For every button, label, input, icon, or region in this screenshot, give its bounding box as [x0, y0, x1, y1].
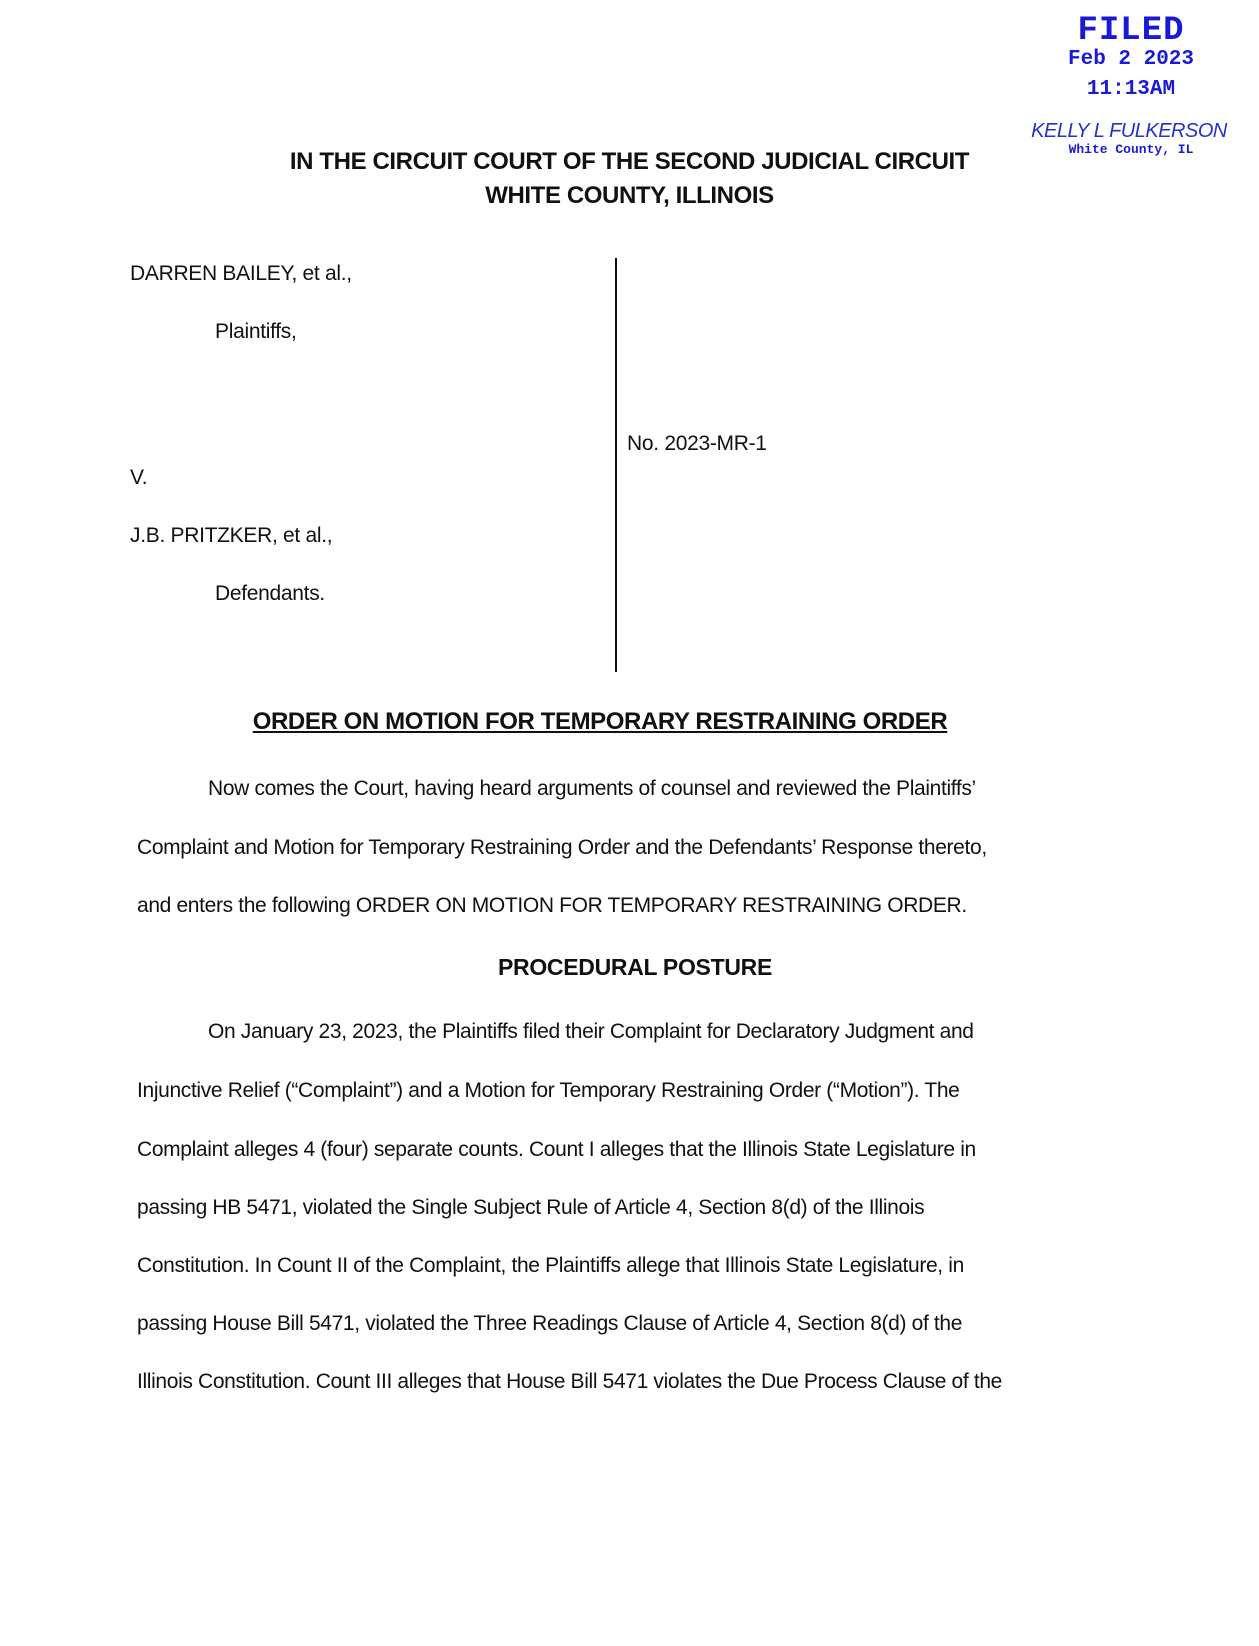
paragraph-line: On January 23, 2023, the Plaintiffs filed their Complaint for Declaratory Judgment and — [208, 1020, 974, 1043]
court-name: IN THE CIRCUIT COURT OF THE SECOND JUDICIAL CIRCUIT — [289, 148, 970, 175]
paragraph-line: and enters the following ORDER ON MOTION FOR TEMPORARY RESTRAINING ORDER. — [137, 894, 967, 917]
section-heading: PROCEDURAL POSTURE — [497, 954, 773, 980]
document-title: ORDER ON MOTION FOR TEMPORARY RESTRAINING ORDER — [252, 708, 948, 735]
court-county: WHITE COUNTY, ILLINOIS — [485, 182, 774, 209]
filed-date: Feb 2 2023 — [1067, 48, 1195, 71]
paragraph-line: Now comes the Court, having heard arguments of counsel and reviewed the Plaintiffs’ — [208, 777, 976, 800]
caption-divider — [615, 258, 617, 672]
clerk-county: White County, IL — [1068, 142, 1194, 157]
plaintiff-name: DARREN BAILEY, et al., — [130, 262, 352, 285]
paragraph-line: passing House Bill 5471, violated the Three Readings Clause of Article 4, Section 8(d) of the — [137, 1312, 963, 1335]
versus: V. — [130, 466, 148, 489]
paragraph-line: Constitution. In Count II of the Complaint, the Plaintiffs allege that Illinois State Legislature, in — [137, 1254, 964, 1277]
paragraph-line: Injunctive Relief (“Complaint”) and a Motion for Temporary Restraining Order (“Motion”). The — [137, 1079, 960, 1102]
defendant-name: J.B. PRITZKER, et al., — [130, 524, 333, 547]
defendant-role: Defendants. — [215, 582, 325, 605]
paragraph-line: Complaint alleges 4 (four) separate counts. Count I alleges that the Illinois State Legislature in — [137, 1138, 976, 1161]
plaintiff-role: Plaintiffs, — [215, 320, 297, 343]
paragraph-line: Complaint and Motion for Temporary Restraining Order and the Defendants’ Response thereto, — [137, 836, 987, 859]
filed-status: FILED — [1077, 12, 1185, 50]
case-number: No. 2023-MR-1 — [627, 432, 767, 455]
filed-time: 11:13AM — [1086, 78, 1176, 101]
paragraph-line: passing HB 5471, violated the Single Subject Rule of Article 4, Section 8(d) of the Illinois — [137, 1196, 925, 1219]
clerk-name: KELLY L FULKERSON — [1031, 120, 1227, 142]
paragraph-line: Illinois Constitution. Count III alleges that House Bill 5471 violates the Due Process Clause of the — [137, 1370, 1002, 1393]
